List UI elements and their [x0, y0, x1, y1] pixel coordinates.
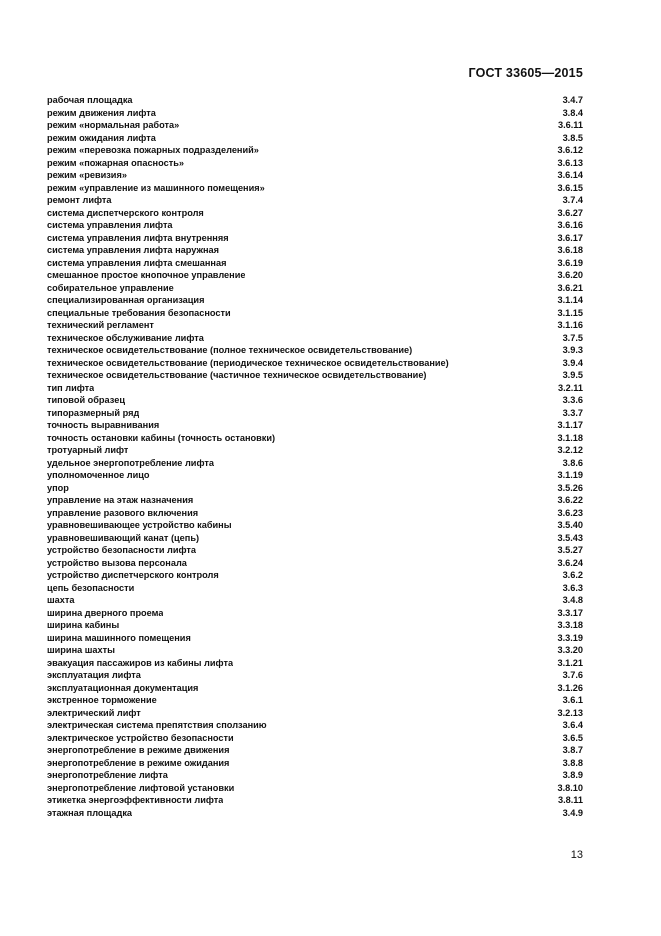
index-term: этажная площадка	[47, 807, 133, 818]
index-reference: 3.6.12	[557, 145, 583, 155]
index-term: уравновешивающий канат (цепь)	[47, 532, 200, 543]
index-reference: 3.3.18	[557, 620, 583, 630]
index-entry	[47, 807, 583, 820]
index-reference: 3.1.14	[557, 295, 583, 305]
index-entry	[47, 194, 583, 207]
index-entry	[47, 744, 583, 757]
index-entry	[47, 144, 583, 157]
index-reference: 3.6.20	[557, 270, 583, 280]
index-term: точность выравнивания	[47, 420, 160, 430]
index-entry	[47, 407, 583, 420]
index-reference: 3.2.11	[557, 382, 583, 393]
index-term: ширина дверного проема	[47, 607, 164, 618]
index-reference: 3.6.4	[562, 720, 583, 730]
index-term: режим движения лифта	[47, 107, 156, 118]
index-reference: 3.6.24	[557, 557, 583, 568]
index-entry	[47, 457, 583, 470]
index-entry	[47, 544, 583, 557]
index-reference: 3.2.13	[557, 707, 583, 718]
index-reference: 3.1.18	[557, 432, 583, 443]
index-term: устройство вызова персонала	[47, 557, 187, 568]
index-entry	[47, 282, 583, 295]
index-reference: 3.3.6	[562, 395, 583, 405]
index-reference: 3.1.19	[557, 470, 583, 480]
index-entry	[47, 632, 583, 645]
index-reference: 3.1.17	[557, 420, 583, 430]
index-entry	[47, 219, 583, 232]
index-term: режим «управление из машинного помещения»	[47, 182, 265, 193]
index-reference: 3.8.8	[562, 757, 583, 768]
index-term: типоразмерный ряд	[47, 407, 140, 418]
index-reference: 3.3.7	[562, 407, 583, 418]
index-term: режим «перевозка пожарных подразделений»	[47, 145, 259, 155]
index-term: система управления лифта наружная	[47, 245, 220, 255]
index-term: техническое обслуживание лифта	[47, 332, 204, 343]
index-entry	[47, 244, 583, 257]
index-reference: 3.3.17	[557, 607, 583, 618]
index-term: тип лифта	[47, 382, 95, 393]
index-entry	[47, 394, 583, 407]
index-term: экстренное торможение	[47, 695, 157, 705]
index-reference: 3.7.6	[562, 670, 583, 680]
index-term: система управления лифта	[47, 220, 173, 230]
index-entry	[47, 257, 583, 270]
index-entry	[47, 582, 583, 595]
index-term: упор	[47, 482, 69, 493]
index-reference: 3.6.13	[557, 157, 583, 168]
index-entry	[47, 519, 583, 532]
index-entry	[47, 507, 583, 520]
index-term: ширина шахты	[47, 645, 116, 655]
index-reference: 3.6.21	[557, 282, 583, 293]
index-reference: 3.5.26	[557, 482, 583, 493]
index-reference: 3.8.7	[562, 745, 583, 755]
index-entry	[47, 107, 583, 120]
index-term: точность остановки кабины (точность остановки)	[47, 432, 276, 443]
index-entry	[47, 269, 583, 282]
index-entry	[47, 319, 583, 332]
index-reference: 3.7.4	[562, 195, 583, 205]
page-number: 13	[570, 849, 583, 861]
index-entry	[47, 794, 583, 807]
index-term: техническое освидетельствование (периодическое техническое освидетельствование)	[47, 357, 449, 368]
index-entry	[47, 782, 583, 795]
index-term: управление на этаж назначения	[47, 495, 194, 505]
index-term: уравновешивающее устройство кабины	[47, 520, 232, 530]
index-term: шахта	[47, 595, 75, 605]
index-entry	[47, 757, 583, 770]
term-index	[47, 94, 583, 819]
index-entry	[47, 719, 583, 732]
index-reference: 3.6.2	[562, 570, 583, 580]
index-entry	[47, 494, 583, 507]
index-term: устройство диспетчерского контроля	[47, 570, 219, 580]
index-reference: 3.8.10	[557, 782, 583, 793]
index-entry	[47, 382, 583, 395]
index-reference: 3.6.17	[557, 232, 583, 243]
index-entry	[47, 694, 583, 707]
index-term: типовой образец	[47, 395, 125, 405]
index-reference: 3.1.15	[557, 307, 583, 318]
index-reference: 3.6.3	[562, 582, 583, 593]
index-entry	[47, 419, 583, 432]
document-code: ГОСТ 33605—2015	[468, 66, 583, 80]
index-reference: 3.6.19	[557, 257, 583, 268]
index-term: рабочая площадка	[47, 95, 133, 105]
index-term: режим ожидания лифта	[47, 132, 156, 143]
index-reference: 3.6.22	[557, 495, 583, 505]
index-entry	[47, 619, 583, 632]
index-entry	[47, 732, 583, 745]
index-term: тротуарный лифт	[47, 445, 129, 455]
index-term: эвакуация пассажиров из кабины лифта	[47, 657, 234, 668]
index-term: эксплуатация лифта	[47, 670, 141, 680]
index-reference: 3.5.40	[557, 520, 583, 530]
index-term: электрическое устройство безопасности	[47, 732, 234, 743]
index-entry	[47, 182, 583, 195]
index-reference: 3.6.27	[557, 207, 583, 218]
index-term: смешанное простое кнопочное управление	[47, 270, 246, 280]
index-entry	[47, 657, 583, 670]
index-reference: 3.4.7	[562, 95, 583, 105]
index-entry	[47, 232, 583, 245]
index-reference: 3.6.14	[557, 170, 583, 180]
index-reference: 3.6.15	[557, 182, 583, 193]
index-reference: 3.8.11	[557, 795, 583, 805]
index-entry	[47, 469, 583, 482]
index-entry	[47, 369, 583, 382]
index-term: система диспетчерского контроля	[47, 207, 204, 218]
index-term: управление разового включения	[47, 507, 199, 518]
index-term: собирательное управление	[47, 282, 174, 293]
index-reference: 3.5.27	[557, 545, 583, 555]
index-reference: 3.6.18	[557, 245, 583, 255]
index-entry	[47, 344, 583, 357]
index-reference: 3.8.9	[562, 770, 583, 780]
index-reference: 3.8.5	[562, 132, 583, 143]
index-reference: 3.4.8	[562, 595, 583, 605]
index-term: устройство безопасности лифта	[47, 545, 197, 555]
index-term: электрическая система препятствия сползанию	[47, 720, 267, 730]
index-term: электрический лифт	[47, 707, 141, 718]
index-entry	[47, 482, 583, 495]
index-term: режим «нормальная работа»	[47, 120, 180, 130]
index-reference: 3.7.5	[562, 332, 583, 343]
index-reference: 3.6.5	[562, 732, 583, 743]
index-reference: 3.4.9	[562, 807, 583, 818]
index-entry	[47, 444, 583, 457]
index-reference: 3.6.11	[557, 120, 583, 130]
index-reference: 3.1.16	[557, 320, 583, 330]
index-term: энергопотребление лифтовой установки	[47, 782, 235, 793]
index-term: ремонт лифта	[47, 195, 112, 205]
index-term: уполномоченное лицо	[47, 470, 150, 480]
index-term: система управления лифта внутренняя	[47, 232, 229, 243]
index-entry	[47, 207, 583, 220]
index-entry	[47, 157, 583, 170]
index-reference: 3.1.26	[557, 682, 583, 693]
index-term: ширина машинного помещения	[47, 632, 191, 643]
index-reference: 3.8.4	[562, 107, 583, 118]
index-entry	[47, 132, 583, 145]
index-reference: 3.2.12	[557, 445, 583, 455]
index-entry	[47, 357, 583, 370]
index-reference: 3.8.6	[562, 457, 583, 468]
index-reference: 3.3.19	[557, 632, 583, 643]
index-term: специальные требования безопасности	[47, 307, 231, 318]
index-term: этикетка энергоэффективности лифта	[47, 795, 224, 805]
index-term: энергопотребление в режиме движения	[47, 745, 230, 755]
index-entry	[47, 594, 583, 607]
index-reference: 3.9.3	[562, 345, 583, 355]
index-entry	[47, 707, 583, 720]
index-term: специализированная организация	[47, 295, 205, 305]
index-entry	[47, 532, 583, 545]
index-term: техническое освидетельствование (полное техническое освидетельствование)	[47, 345, 413, 355]
index-entry	[47, 119, 583, 132]
index-entry	[47, 607, 583, 620]
index-term: энергопотребление лифта	[47, 770, 168, 780]
index-entry	[47, 644, 583, 657]
index-reference: 3.9.5	[562, 370, 583, 380]
index-term: энергопотребление в режиме ожидания	[47, 757, 230, 768]
index-entry	[47, 557, 583, 570]
index-entry	[47, 307, 583, 320]
index-entry	[47, 294, 583, 307]
index-entry	[47, 432, 583, 445]
index-reference: 3.9.4	[562, 357, 583, 368]
index-reference: 3.6.1	[562, 695, 583, 705]
index-reference: 3.6.23	[557, 507, 583, 518]
index-reference: 3.1.21	[557, 657, 583, 668]
index-entry	[47, 769, 583, 782]
index-entry	[47, 669, 583, 682]
index-reference: 3.3.20	[557, 645, 583, 655]
index-term: удельное энергопотребление лифта	[47, 457, 214, 468]
index-term: технический регламент	[47, 320, 154, 330]
index-term: цепь безопасности	[47, 582, 135, 593]
index-entry	[47, 332, 583, 345]
index-entry	[47, 682, 583, 695]
index-term: техническое освидетельствование (частичное техническое освидетельствование)	[47, 370, 427, 380]
index-entry	[47, 569, 583, 582]
index-term: эксплуатационная документация	[47, 682, 199, 693]
index-term: режим «пожарная опасность»	[47, 157, 184, 168]
index-term: режим «ревизия»	[47, 170, 127, 180]
index-entry	[47, 169, 583, 182]
index-reference: 3.6.16	[557, 220, 583, 230]
index-reference: 3.5.43	[557, 532, 583, 543]
index-entry	[47, 94, 583, 107]
index-term: система управления лифта смешанная	[47, 257, 227, 268]
index-term: ширина кабины	[47, 620, 120, 630]
